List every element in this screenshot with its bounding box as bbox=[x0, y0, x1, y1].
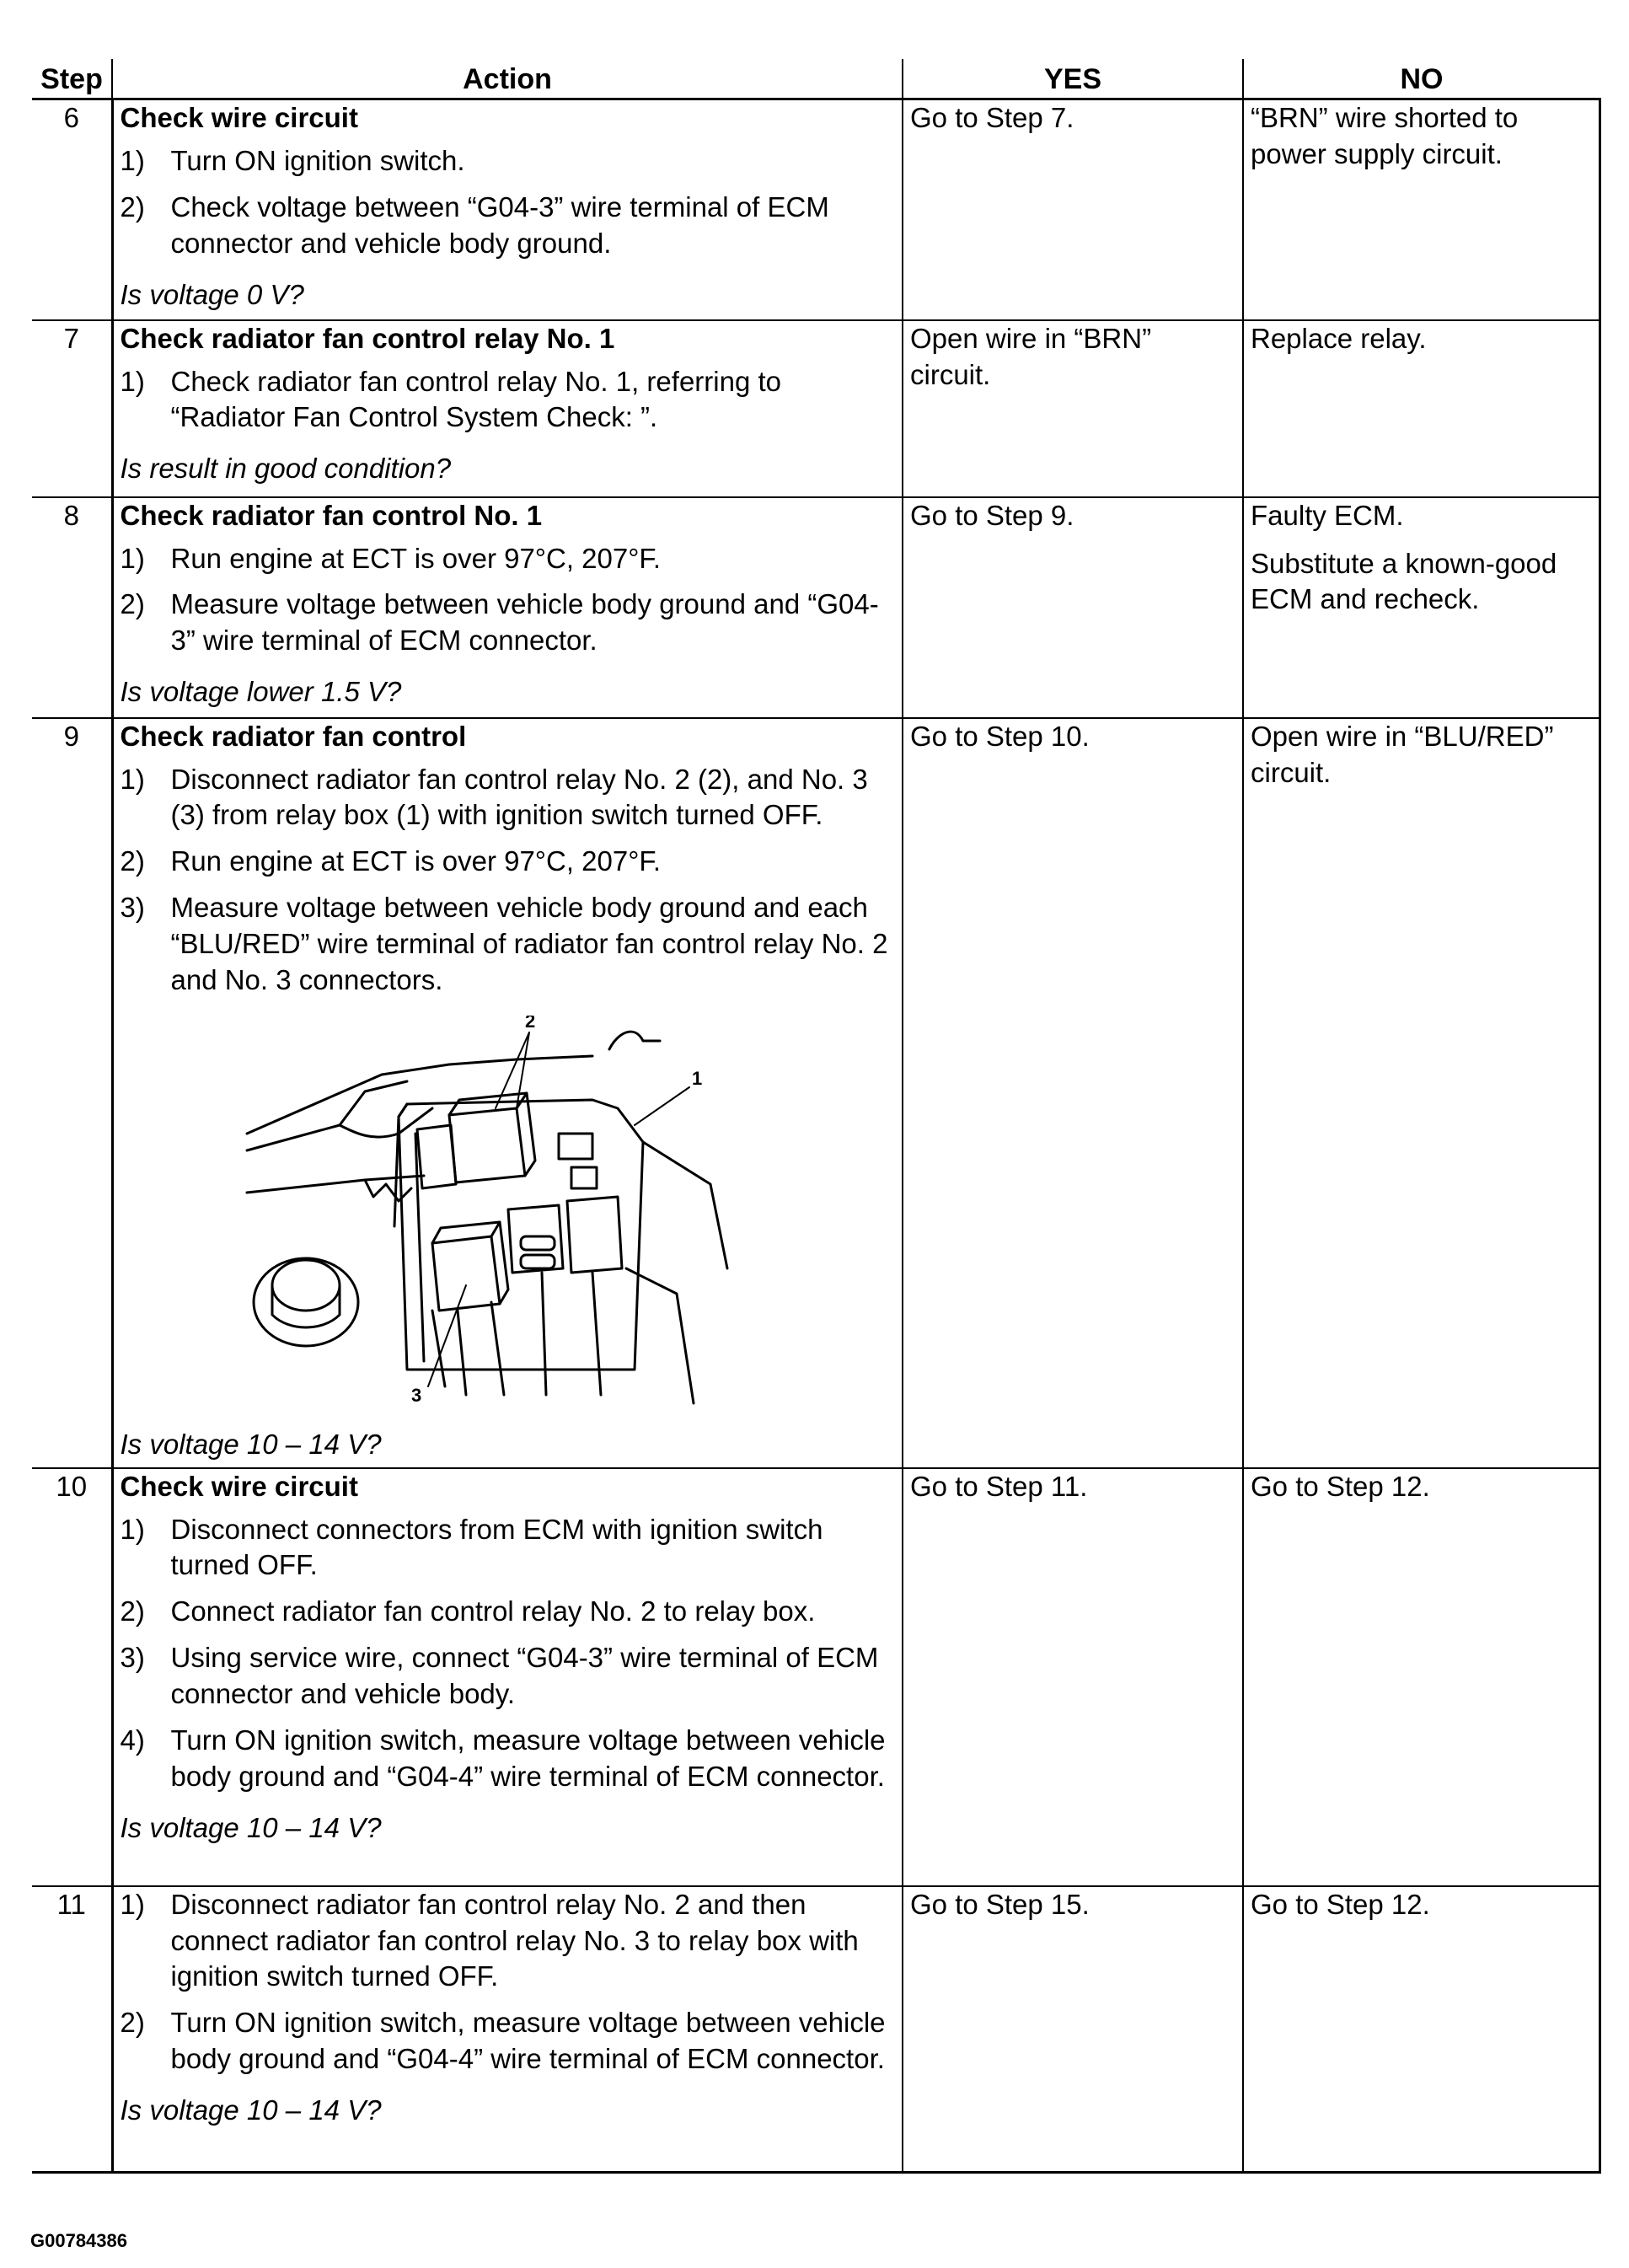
yes-result: Go to Step 10. bbox=[903, 718, 1243, 1468]
table-row bbox=[32, 718, 1600, 1468]
substep-number: 1) bbox=[120, 1888, 145, 1920]
substep-number: 2) bbox=[120, 1595, 145, 1627]
check-question: Is result in good condition? bbox=[120, 453, 452, 485]
substep-number: 3) bbox=[120, 1642, 145, 1674]
step-number: 9 bbox=[32, 718, 112, 1468]
action-cell bbox=[112, 320, 903, 497]
callout-label-1: 1 bbox=[691, 1067, 702, 1089]
wiring bbox=[643, 1142, 727, 1268]
callout-label-3: 3 bbox=[410, 1384, 421, 1406]
relay-socket bbox=[521, 1255, 555, 1268]
reservoir-cap bbox=[272, 1260, 340, 1311]
substep-number: 1) bbox=[120, 145, 145, 177]
no-result bbox=[1243, 497, 1600, 718]
substep-number: 1) bbox=[120, 542, 145, 574]
substep-list bbox=[121, 541, 898, 660]
substep-text: Disconnect radiator fan control relay No. 2 and then connect radiator fan control relay No. 3 to relay box with ignition switch turned OFF. bbox=[170, 1888, 859, 1992]
callout-line-1 bbox=[635, 1087, 689, 1125]
substep-text: Run engine at ECT is over 97°C, 207°F. bbox=[170, 845, 662, 877]
check-question: Is voltage 0 V? bbox=[120, 278, 304, 310]
action-cell bbox=[112, 497, 903, 718]
diagnostic-table bbox=[32, 59, 1601, 2174]
header-no: NO bbox=[1243, 59, 1600, 99]
substep bbox=[121, 1640, 898, 1713]
table-row bbox=[32, 497, 1600, 718]
wiring bbox=[542, 1273, 546, 1395]
wiring bbox=[491, 1302, 504, 1395]
header-step: Step bbox=[32, 59, 112, 99]
substep-list bbox=[121, 364, 898, 437]
substep-text: Measure voltage between vehicle body ground and “G04-3” wire terminal of ECM connector. bbox=[170, 588, 879, 657]
wiring bbox=[458, 1311, 466, 1395]
substep-number: 2) bbox=[120, 2007, 145, 2039]
substep bbox=[121, 762, 898, 834]
action-cell bbox=[112, 99, 903, 320]
action-title: Check wire circuit bbox=[120, 1470, 358, 1502]
substep-text: Disconnect connectors from ECM with ignition switch turned OFF. bbox=[170, 1513, 823, 1581]
substep bbox=[121, 364, 898, 437]
substep bbox=[121, 587, 898, 659]
yes-result: Go to Step 15. bbox=[903, 1886, 1243, 2173]
substep-list bbox=[121, 143, 898, 262]
action-title: Check radiator fan control No. 1 bbox=[120, 499, 543, 531]
no-result-note: Substitute a known-good ECM and recheck. bbox=[1251, 547, 1557, 615]
step-number: 8 bbox=[32, 497, 112, 718]
relay-socket bbox=[521, 1236, 555, 1250]
table-row bbox=[32, 99, 1600, 320]
no-result-text: Open wire in “BLU/RED” circuit. bbox=[1251, 720, 1554, 788]
substep bbox=[121, 190, 898, 262]
substep-text: Check voltage between “G04-3” wire terminal of ECM connector and vehicle body ground. bbox=[170, 190, 829, 259]
step-number: 11 bbox=[32, 1886, 112, 2173]
relay-no2 bbox=[449, 1108, 525, 1182]
figure-id: G00784386 bbox=[30, 2230, 127, 2251]
substep-number: 2) bbox=[120, 190, 145, 223]
table-header-row bbox=[32, 59, 1600, 99]
action-cell bbox=[112, 718, 903, 1468]
no-result bbox=[1243, 99, 1600, 320]
substep-list bbox=[121, 762, 898, 999]
relay-box-illustration bbox=[238, 1016, 761, 1412]
no-result-text: Go to Step 12. bbox=[1251, 1888, 1430, 1920]
substep bbox=[121, 1723, 898, 1795]
no-result-text: “BRN” wire shorted to power supply circuit. bbox=[1251, 102, 1519, 170]
action-cell bbox=[112, 1886, 903, 2173]
header-yes: YES bbox=[903, 59, 1243, 99]
no-result bbox=[1243, 1468, 1600, 1886]
substep bbox=[121, 890, 898, 999]
header-action: Action bbox=[112, 59, 903, 99]
reservoir-cap bbox=[272, 1285, 340, 1327]
substep bbox=[121, 1512, 898, 1584]
substep bbox=[121, 541, 898, 577]
check-question: Is voltage 10 – 14 V? bbox=[120, 1811, 382, 1843]
action-title: Check wire circuit bbox=[120, 102, 358, 134]
bracket-outline bbox=[247, 1081, 407, 1150]
substep-text: Using service wire, connect “G04-3” wire terminal of ECM connector and vehicle body. bbox=[170, 1642, 879, 1710]
action-title: Check radiator fan control bbox=[120, 720, 467, 752]
substep-number: 4) bbox=[120, 1724, 145, 1756]
substep-number: 1) bbox=[120, 1513, 145, 1545]
no-result bbox=[1243, 718, 1600, 1468]
substep bbox=[121, 143, 898, 180]
bracket-outline bbox=[365, 1180, 411, 1201]
callout-label-2: 2 bbox=[524, 1015, 535, 1032]
relay-no3 bbox=[500, 1222, 508, 1304]
bracket-outline bbox=[247, 1056, 592, 1134]
connector-small bbox=[559, 1134, 592, 1159]
connector-small bbox=[571, 1167, 597, 1188]
substep-number: 3) bbox=[120, 892, 145, 924]
substep-text: Turn ON ignition switch, measure voltage between vehicle body ground and “G04-4” wire terminal of ECM connector. bbox=[170, 2007, 886, 2075]
substep-list bbox=[121, 1887, 898, 2078]
substep-text: Disconnect radiator fan control relay No. 2 (2), and No. 3 (3) from relay box (1) with ignition switch turned OFF. bbox=[170, 763, 868, 831]
relay-no2 bbox=[525, 1093, 535, 1176]
substep bbox=[121, 844, 898, 880]
table-row bbox=[32, 1468, 1600, 1886]
table-row bbox=[32, 320, 1600, 497]
check-question: Is voltage lower 1.5 V? bbox=[120, 676, 402, 708]
check-question: Is voltage 10 – 14 V? bbox=[120, 2094, 382, 2126]
substep-text: Turn ON ignition switch, measure voltage between vehicle body ground and “G04-4” wire terminal of ECM connector. bbox=[170, 1724, 886, 1792]
yes-result: Go to Step 7. bbox=[903, 99, 1243, 320]
step-number: 7 bbox=[32, 320, 112, 497]
substep-number: 2) bbox=[120, 845, 145, 877]
yes-result: Open wire in “BRN” circuit. bbox=[903, 320, 1243, 497]
yes-result: Go to Step 11. bbox=[903, 1468, 1243, 1886]
substep-number: 1) bbox=[120, 365, 145, 397]
substep bbox=[121, 1594, 898, 1630]
substep-text: Check radiator fan control relay No. 1, referring to “Radiator Fan Control System Check: ”. bbox=[170, 365, 782, 433]
reservoir-cap bbox=[254, 1258, 358, 1346]
wiring bbox=[592, 1273, 601, 1395]
diagnostic-table-container bbox=[32, 59, 1600, 2174]
substep-number: 1) bbox=[120, 763, 145, 795]
no-result-text: Go to Step 12. bbox=[1251, 1470, 1430, 1502]
substep bbox=[121, 2005, 898, 2078]
substep-text: Run engine at ECT is over 97°C, 207°F. bbox=[170, 542, 662, 574]
table-row bbox=[32, 1886, 1600, 2173]
step-number: 6 bbox=[32, 99, 112, 320]
substep-list bbox=[121, 1512, 898, 1795]
action-title: Check radiator fan control relay No. 1 bbox=[120, 322, 615, 354]
yes-result: Go to Step 9. bbox=[903, 497, 1243, 718]
substep-text: Connect radiator fan control relay No. 2 to relay box. bbox=[170, 1595, 816, 1627]
substep-text: Turn ON ignition switch. bbox=[170, 145, 465, 177]
relay-right bbox=[567, 1197, 622, 1273]
no-result-text: Replace relay. bbox=[1251, 322, 1427, 354]
action-cell bbox=[112, 1468, 903, 1886]
check-question: Is voltage 10 – 14 V? bbox=[120, 1428, 382, 1460]
substep-text: Measure voltage between vehicle body ground and each “BLU/RED” wire terminal of radiator fan control relay No. 2 and No. 3 connectors. bbox=[170, 892, 888, 996]
step-number: 10 bbox=[32, 1468, 112, 1886]
no-result bbox=[1243, 320, 1600, 497]
no-result bbox=[1243, 1886, 1600, 2173]
bracket-outline bbox=[609, 1032, 660, 1049]
substep bbox=[121, 1887, 898, 1996]
substep-number: 2) bbox=[120, 588, 145, 620]
no-result-text: Faulty ECM. bbox=[1251, 499, 1404, 531]
relay-no3 bbox=[432, 1236, 500, 1311]
